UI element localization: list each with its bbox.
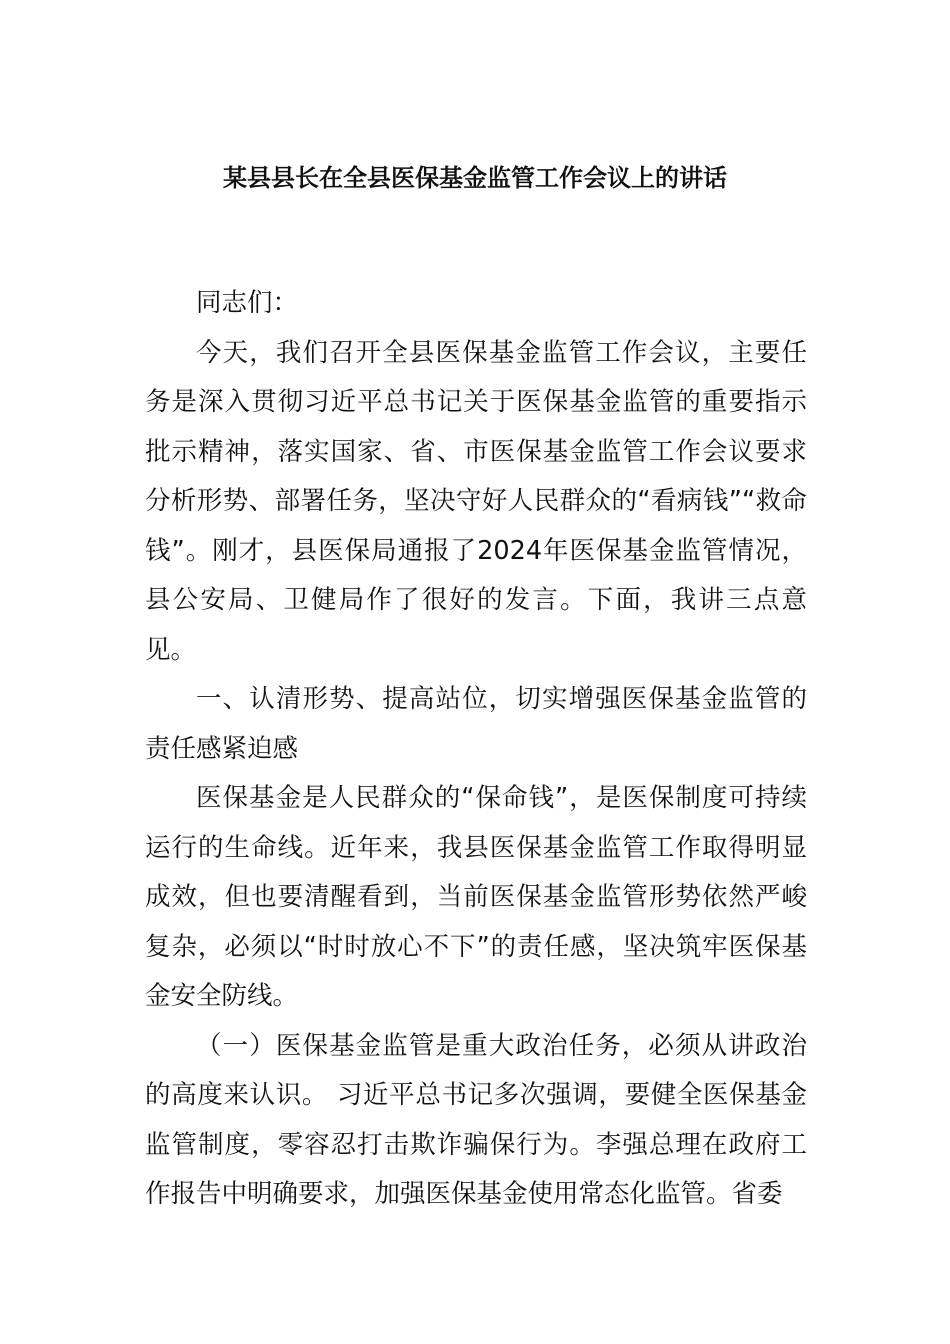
section-heading-1: 一、认清形势、提高站位，切实增强医保基金监管的责任感紧迫感 — [145, 684, 807, 764]
document-title: 某县县长在全县医保基金监管工作会议上的讲话 — [223, 164, 727, 192]
body-paragraph: 医保基金是人民群众的“保命钱”，是医保制度可持续运行的生命线。近年来，我县医保基金监管工作取得明显成效，但也要清醒看到，当前医保基金监管形势依然严峻复杂，必须以“时时放心不下”的责任感，坚决筑牢医保基金安全防线。 — [145, 783, 807, 1011]
salutation-paragraph: 同志们： — [196, 288, 299, 318]
subsection-paragraph-1: （一）医保基金监管是重大政治任务，必须从讲政治的高度来认识。 习近平总书记多次强调，要健全医保基金监管制度，零容忍打击欺诈骗保行为。李强总理在政府工作报告中明确要求，加强医保基金使用常态化监管。省委 — [145, 1030, 807, 1209]
document-body — [145, 279, 807, 1220]
intro-paragraph: 今天，我们召开全县医保基金监管工作会议，主要任务是深入贯彻习近平总书记关于医保基金监管的重要指示批示精神，落实国家、省、市医保基金监管工作会议要求分析形势、部署任务，坚决守好人民群众的“看病钱”“救命钱”。刚才，县医保局通报了2024年医保基金监管情况，县公安局、卫健局作了很好的发言。下面，我讲三点意见。 — [145, 337, 807, 665]
